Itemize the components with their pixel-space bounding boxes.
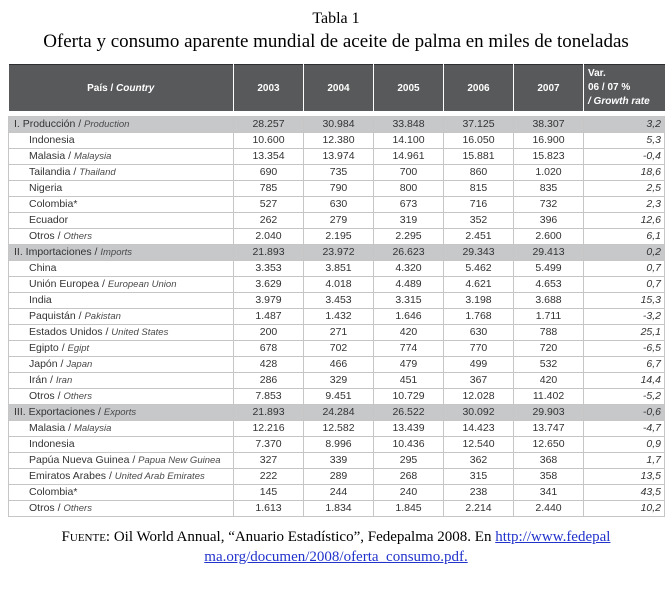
value-cell: 690 bbox=[234, 164, 304, 180]
row-label: Indonesia bbox=[9, 132, 234, 148]
value-cell: 352 bbox=[444, 212, 514, 228]
value-cell: 12.650 bbox=[514, 436, 584, 452]
source-link-line1: http://www.fedepal bbox=[495, 528, 611, 545]
value-cell: 532 bbox=[514, 356, 584, 372]
column-header-2006: 2006 bbox=[444, 65, 514, 112]
value-cell: 790 bbox=[304, 180, 374, 196]
value-cell: 21.893 bbox=[234, 404, 304, 420]
column-header-2005: 2005 bbox=[374, 65, 444, 112]
table-number-title: Tabla 1 bbox=[312, 10, 360, 27]
value-cell: 13.354 bbox=[234, 148, 304, 164]
country-row bbox=[9, 356, 665, 372]
column-header-2004: 2004 bbox=[304, 65, 374, 112]
country-row bbox=[9, 212, 665, 228]
value-cell: 14.423 bbox=[444, 420, 514, 436]
value-cell: 295 bbox=[374, 452, 444, 468]
row-label: Colombia* bbox=[9, 484, 234, 500]
value-cell: 702 bbox=[304, 340, 374, 356]
section-row bbox=[9, 244, 665, 260]
growth-rate-cell: -0,4 bbox=[584, 148, 665, 164]
row-label: Otros / Others bbox=[9, 228, 234, 244]
country-row bbox=[9, 324, 665, 340]
country-row bbox=[9, 180, 665, 196]
country-row bbox=[9, 308, 665, 324]
value-cell: 4.018 bbox=[304, 276, 374, 292]
value-cell: 673 bbox=[374, 196, 444, 212]
value-cell: 8.996 bbox=[304, 436, 374, 452]
value-cell: 5.462 bbox=[444, 260, 514, 276]
value-cell: 2.214 bbox=[444, 500, 514, 516]
value-cell: 16.050 bbox=[444, 132, 514, 148]
growth-rate-cell: 13,5 bbox=[584, 468, 665, 484]
value-cell: 15.823 bbox=[514, 148, 584, 164]
value-cell: 12.380 bbox=[304, 132, 374, 148]
value-cell: 4.653 bbox=[514, 276, 584, 292]
value-cell: 2.295 bbox=[374, 228, 444, 244]
value-cell: 788 bbox=[514, 324, 584, 340]
value-cell: 678 bbox=[234, 340, 304, 356]
value-cell: 700 bbox=[374, 164, 444, 180]
value-cell: 200 bbox=[234, 324, 304, 340]
value-cell: 289 bbox=[304, 468, 374, 484]
country-row bbox=[9, 132, 665, 148]
value-cell: 630 bbox=[444, 324, 514, 340]
value-cell: 1.613 bbox=[234, 500, 304, 516]
page-title: Oferta y consumo aparente mundial de aceite de palma en miles de toneladas bbox=[43, 31, 629, 52]
country-row bbox=[9, 228, 665, 244]
value-cell: 30.092 bbox=[444, 404, 514, 420]
country-row bbox=[9, 484, 665, 500]
growth-rate-cell: 2,3 bbox=[584, 196, 665, 212]
country-row bbox=[9, 500, 665, 516]
value-cell: 1.487 bbox=[234, 308, 304, 324]
row-label: I. Producción / Production bbox=[9, 116, 234, 132]
row-label: Nigeria bbox=[9, 180, 234, 196]
value-cell: 38.307 bbox=[514, 116, 584, 132]
table-header bbox=[9, 65, 665, 112]
growth-rate-cell: 1,7 bbox=[584, 452, 665, 468]
value-cell: 14.100 bbox=[374, 132, 444, 148]
growth-rate-cell: 6,1 bbox=[584, 228, 665, 244]
growth-rate-cell: 5,3 bbox=[584, 132, 665, 148]
source-note bbox=[8, 527, 664, 568]
value-cell: 362 bbox=[444, 452, 514, 468]
row-label: China bbox=[9, 260, 234, 276]
value-cell: 774 bbox=[374, 340, 444, 356]
value-cell: 2.600 bbox=[514, 228, 584, 244]
value-cell: 24.284 bbox=[304, 404, 374, 420]
column-header-2007: 2007 bbox=[514, 65, 584, 112]
value-cell: 3.353 bbox=[234, 260, 304, 276]
value-cell: 14.961 bbox=[374, 148, 444, 164]
value-cell: 26.522 bbox=[374, 404, 444, 420]
growth-header-line3: / Growth rate bbox=[588, 96, 650, 107]
value-cell: 238 bbox=[444, 484, 514, 500]
growth-rate-cell: -4,7 bbox=[584, 420, 665, 436]
row-label: Otros / Others bbox=[9, 500, 234, 516]
value-cell: 3.979 bbox=[234, 292, 304, 308]
value-cell: 3.851 bbox=[304, 260, 374, 276]
growth-rate-cell: 2,5 bbox=[584, 180, 665, 196]
growth-rate-cell: 0,7 bbox=[584, 276, 665, 292]
row-label: India bbox=[9, 292, 234, 308]
value-cell: 341 bbox=[514, 484, 584, 500]
value-cell: 716 bbox=[444, 196, 514, 212]
value-cell: 286 bbox=[234, 372, 304, 388]
column-header-growth-rate bbox=[584, 65, 665, 112]
growth-rate-cell: 0,9 bbox=[584, 436, 665, 452]
value-cell: 13.747 bbox=[514, 420, 584, 436]
value-cell: 428 bbox=[234, 356, 304, 372]
value-cell: 3.688 bbox=[514, 292, 584, 308]
value-cell: 244 bbox=[304, 484, 374, 500]
value-cell: 815 bbox=[444, 180, 514, 196]
source-label: Fuente: bbox=[61, 528, 111, 545]
value-cell: 1.845 bbox=[374, 500, 444, 516]
value-cell: 240 bbox=[374, 484, 444, 500]
value-cell: 28.257 bbox=[234, 116, 304, 132]
country-row bbox=[9, 340, 665, 356]
value-cell: 630 bbox=[304, 196, 374, 212]
value-cell: 145 bbox=[234, 484, 304, 500]
row-label: Japón / Japan bbox=[9, 356, 234, 372]
section-row bbox=[9, 116, 665, 132]
value-cell: 2.451 bbox=[444, 228, 514, 244]
value-cell: 12.582 bbox=[304, 420, 374, 436]
row-label: Emiratos Arabes / United Arab Emirates bbox=[9, 468, 234, 484]
value-cell: 30.984 bbox=[304, 116, 374, 132]
growth-rate-cell: -5,2 bbox=[584, 388, 665, 404]
country-header-es: País / bbox=[87, 82, 117, 94]
value-cell: 26.623 bbox=[374, 244, 444, 260]
palm-oil-table bbox=[8, 64, 665, 517]
growth-rate-cell: 0,7 bbox=[584, 260, 665, 276]
value-cell: 2.440 bbox=[514, 500, 584, 516]
row-label: Irán / Iran bbox=[9, 372, 234, 388]
value-cell: 15.881 bbox=[444, 148, 514, 164]
value-cell: 327 bbox=[234, 452, 304, 468]
value-cell: 5.499 bbox=[514, 260, 584, 276]
value-cell: 11.402 bbox=[514, 388, 584, 404]
value-cell: 720 bbox=[514, 340, 584, 356]
growth-rate-cell: 25,1 bbox=[584, 324, 665, 340]
country-row bbox=[9, 388, 665, 404]
value-cell: 367 bbox=[444, 372, 514, 388]
value-cell: 29.903 bbox=[514, 404, 584, 420]
value-cell: 479 bbox=[374, 356, 444, 372]
header-row bbox=[9, 65, 665, 112]
country-row bbox=[9, 452, 665, 468]
country-row bbox=[9, 292, 665, 308]
value-cell: 1.711 bbox=[514, 308, 584, 324]
growth-rate-cell: -6,5 bbox=[584, 340, 665, 356]
value-cell: 4.489 bbox=[374, 276, 444, 292]
value-cell: 329 bbox=[304, 372, 374, 388]
row-label: Ecuador bbox=[9, 212, 234, 228]
value-cell: 7.370 bbox=[234, 436, 304, 452]
row-label: Malasia / Malaysia bbox=[9, 148, 234, 164]
value-cell: 268 bbox=[374, 468, 444, 484]
country-row bbox=[9, 372, 665, 388]
value-cell: 1.020 bbox=[514, 164, 584, 180]
growth-rate-cell: -0,6 bbox=[584, 404, 665, 420]
value-cell: 10.600 bbox=[234, 132, 304, 148]
value-cell: 451 bbox=[374, 372, 444, 388]
value-cell: 37.125 bbox=[444, 116, 514, 132]
country-row bbox=[9, 420, 665, 436]
value-cell: 23.972 bbox=[304, 244, 374, 260]
row-label: Otros / Others bbox=[9, 388, 234, 404]
value-cell: 420 bbox=[374, 324, 444, 340]
value-cell: 33.848 bbox=[374, 116, 444, 132]
value-cell: 7.853 bbox=[234, 388, 304, 404]
row-label: Estados Unidos / United States bbox=[9, 324, 234, 340]
country-row bbox=[9, 436, 665, 452]
country-row bbox=[9, 468, 665, 484]
value-cell: 10.729 bbox=[374, 388, 444, 404]
row-label: Egipto / Egipt bbox=[9, 340, 234, 356]
value-cell: 466 bbox=[304, 356, 374, 372]
source-text: Oil World Annual, “Anuario Estadístico”, Fedepalma 2008. En bbox=[110, 528, 496, 545]
growth-rate-cell: 3,2 bbox=[584, 116, 665, 132]
value-cell: 735 bbox=[304, 164, 374, 180]
value-cell: 1.834 bbox=[304, 500, 374, 516]
value-cell: 13.439 bbox=[374, 420, 444, 436]
value-cell: 4.320 bbox=[374, 260, 444, 276]
value-cell: 1.646 bbox=[374, 308, 444, 324]
table-body bbox=[9, 111, 665, 516]
value-cell: 835 bbox=[514, 180, 584, 196]
value-cell: 16.900 bbox=[514, 132, 584, 148]
value-cell: 1.432 bbox=[304, 308, 374, 324]
growth-rate-cell: 12,6 bbox=[584, 212, 665, 228]
growth-rate-cell: 6,7 bbox=[584, 356, 665, 372]
row-label: Paquistán / Pakistan bbox=[9, 308, 234, 324]
value-cell: 12.540 bbox=[444, 436, 514, 452]
country-row bbox=[9, 164, 665, 180]
value-cell: 396 bbox=[514, 212, 584, 228]
value-cell: 9.451 bbox=[304, 388, 374, 404]
country-row bbox=[9, 260, 665, 276]
value-cell: 12.216 bbox=[234, 420, 304, 436]
value-cell: 785 bbox=[234, 180, 304, 196]
row-label: Unión Europea / European Union bbox=[9, 276, 234, 292]
row-label: Indonesia bbox=[9, 436, 234, 452]
value-cell: 732 bbox=[514, 196, 584, 212]
growth-rate-cell: 15,3 bbox=[584, 292, 665, 308]
value-cell: 527 bbox=[234, 196, 304, 212]
growth-rate-cell: 14,4 bbox=[584, 372, 665, 388]
row-label: II. Importaciones / Imports bbox=[9, 244, 234, 260]
country-row bbox=[9, 276, 665, 292]
value-cell: 13.974 bbox=[304, 148, 374, 164]
value-cell: 279 bbox=[304, 212, 374, 228]
row-label: Malasia / Malaysia bbox=[9, 420, 234, 436]
value-cell: 12.028 bbox=[444, 388, 514, 404]
column-header-2003: 2003 bbox=[234, 65, 304, 112]
value-cell: 2.040 bbox=[234, 228, 304, 244]
source-link-line2: ma.org/documen/2008/oferta_consumo.pdf. bbox=[204, 548, 468, 565]
growth-header-line2: 06 / 07 % bbox=[588, 82, 631, 93]
value-cell: 10.436 bbox=[374, 436, 444, 452]
growth-header-line1: Var. bbox=[588, 68, 606, 79]
growth-rate-cell: 0,2 bbox=[584, 244, 665, 260]
row-label: III. Exportaciones / Exports bbox=[9, 404, 234, 420]
value-cell: 420 bbox=[514, 372, 584, 388]
growth-rate-cell: -3,2 bbox=[584, 308, 665, 324]
value-cell: 3.629 bbox=[234, 276, 304, 292]
value-cell: 499 bbox=[444, 356, 514, 372]
value-cell: 3.198 bbox=[444, 292, 514, 308]
value-cell: 339 bbox=[304, 452, 374, 468]
growth-rate-cell: 18,6 bbox=[584, 164, 665, 180]
value-cell: 29.413 bbox=[514, 244, 584, 260]
country-row bbox=[9, 148, 665, 164]
value-cell: 271 bbox=[304, 324, 374, 340]
section-row bbox=[9, 404, 665, 420]
growth-rate-cell: 10,2 bbox=[584, 500, 665, 516]
value-cell: 770 bbox=[444, 340, 514, 356]
value-cell: 222 bbox=[234, 468, 304, 484]
growth-rate-cell: 43,5 bbox=[584, 484, 665, 500]
value-cell: 3.453 bbox=[304, 292, 374, 308]
value-cell: 358 bbox=[514, 468, 584, 484]
value-cell: 368 bbox=[514, 452, 584, 468]
country-header-en: Country bbox=[116, 82, 155, 94]
value-cell: 315 bbox=[444, 468, 514, 484]
country-row bbox=[9, 196, 665, 212]
value-cell: 29.343 bbox=[444, 244, 514, 260]
value-cell: 1.768 bbox=[444, 308, 514, 324]
value-cell: 21.893 bbox=[234, 244, 304, 260]
value-cell: 319 bbox=[374, 212, 444, 228]
value-cell: 2.195 bbox=[304, 228, 374, 244]
value-cell: 3.315 bbox=[374, 292, 444, 308]
value-cell: 262 bbox=[234, 212, 304, 228]
value-cell: 860 bbox=[444, 164, 514, 180]
column-header-country bbox=[9, 65, 234, 112]
value-cell: 800 bbox=[374, 180, 444, 196]
row-label: Colombia* bbox=[9, 196, 234, 212]
value-cell: 4.621 bbox=[444, 276, 514, 292]
row-label: Tailandia / Thailand bbox=[9, 164, 234, 180]
row-label: Papúa Nueva Guinea / Papua New Guinea bbox=[9, 452, 234, 468]
